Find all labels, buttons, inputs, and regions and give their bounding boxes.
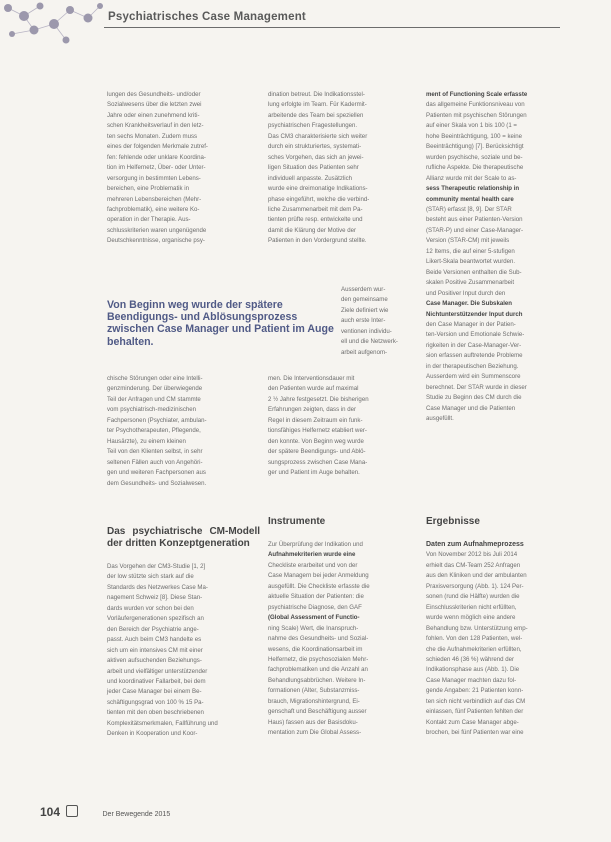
text-line: ten sich nicht verbindlich auf das CM (426, 697, 526, 705)
text-line: sonen (rund die Hälfte) wurden die (426, 593, 520, 601)
text-line: Studie zu Beginn des CM durch die (426, 394, 522, 402)
text-line: genschaft und Beschäftigung ausser (268, 708, 367, 716)
text-line: jeder Case Manager bei einem Be- (107, 688, 202, 696)
text-line: Erfahrungen zeigten, dass in der (268, 406, 357, 414)
text-line: men. Die Interventionsdauer mit (268, 375, 355, 382)
text-line: mentation zum Die Global Assess- (268, 729, 362, 737)
text-line: bereichen, eine Problematik in (107, 185, 189, 193)
text-line: (Global Assessment of Functio- (268, 614, 360, 622)
text-line: gende Angaben: 21 Patienten konn- (426, 687, 524, 695)
text-line: schäftigungsgrad von 100 % 15 Pa- (107, 698, 204, 706)
text-line: tienten mit den oben beschriebenen (107, 709, 204, 717)
page-footer (40, 805, 170, 819)
text-line: fohlen. Von den 128 Patienten, wel- (426, 635, 523, 643)
text-line: Das Vorgehen der CM3-Studie [1, 2] (107, 563, 206, 570)
text-line: der low stützte sich stark auf die (107, 573, 194, 581)
text-line: Nichtunterstützender Input durch (426, 310, 523, 318)
text-line: Helfernetz, die psychosozialen Mehr- (268, 655, 369, 663)
text-line: Allianz wurde mit der Scale to as- (426, 174, 517, 182)
text-line: mehreren Lebensbereichen (Mehr- (107, 195, 202, 203)
text-line: aktuelle Situation der Patienten: die (268, 593, 364, 601)
text-line: Case Manager und die Patienten (426, 404, 516, 412)
text-line: skalen Positive Zusammenarbeit (426, 279, 515, 287)
text-line: der spätere Beendigungs- und Ablö- (268, 448, 366, 456)
magazine-name: Der Bewegende 2015 (102, 811, 171, 818)
text-line: durch ein strukturiertes, systemati- (268, 143, 362, 151)
text-line: eines der folgenden Merkmale zutref- (107, 143, 208, 151)
text-line: tion im Helfernetz, Über- oder Unter- (107, 164, 206, 172)
column-2-top (268, 90, 418, 247)
text-line: Praxisversorgung (Abb. 1). 124 Per- (426, 582, 524, 590)
text-line: rufliche Aspekte. Die therapeutische (426, 164, 524, 172)
text-line: sess Therapeutic relationship in (426, 185, 520, 193)
text-line: brochen, bei fünf Patienten war eine (426, 729, 524, 737)
column-1-top (107, 90, 260, 247)
text-line: ligen Situation des Patienten sehr (268, 164, 359, 172)
text-line: Von November 2012 bis Juli 2014 (426, 551, 518, 559)
text-line: fachproblematik), eine weitere Ko- (107, 205, 200, 213)
section-heading: Das psychiatrische CM-Modell der dritten Konzeptgeneration (107, 526, 260, 549)
text-line: gen und weiteren Fachpersonen aus (107, 469, 206, 477)
text-line: Das CM3 charakterisierte sich weiter (268, 132, 368, 140)
text-line: Denken in Kooperation und Koor- (107, 730, 198, 738)
text-line: hohe Beeinträchtigung, 100 = keine (426, 132, 523, 140)
text-line: arbeit aufgenom- (341, 348, 388, 356)
text-line: den konnte. Von Beginn weg wurde (268, 437, 364, 445)
text-line: wurde eine dreimonatige Indikations- (268, 185, 368, 193)
text-line: Version (STAR-CM) mit jeweils (426, 237, 510, 245)
text-line: Sozialwesens über die letzten zwei (107, 101, 202, 109)
text-line: tionsfähiges Helfernetz etabliert wer- (268, 427, 367, 435)
text-line: auch erste Inter- (341, 317, 386, 325)
column-3-top (426, 90, 573, 425)
text-line: wurde wenn möglich eine andere (426, 614, 516, 622)
text-line: Zur Überprüfung der Indikation und (268, 541, 363, 548)
text-line: wesens, die Koordinationsarbeit im (268, 645, 363, 653)
text-line: tienten prüfte resp. entwickelte und (268, 216, 363, 224)
text-line: Case Manager. Die Subskalen (426, 300, 513, 308)
page-number: 104 (40, 805, 61, 819)
text-line: Beide Versionen enthalten die Sub- (426, 268, 522, 276)
column-2-middle (268, 374, 418, 479)
text-line: arbeit und vielfältiger unterstützender (107, 667, 208, 675)
text-line: Ziele definiert wie (341, 306, 389, 314)
text-line: psychiatrischen Fragestellungen. (268, 122, 358, 130)
text-line: 12 Items, die auf einer 5-stufigen (426, 247, 515, 255)
text-line: 2 ½ Jahre festgesetzt. Die bisherigen (268, 395, 369, 403)
text-line: phase eingeführt, welche die verbind- (268, 195, 370, 203)
text-line: nagement Schweiz [8]. Diese Stan- (107, 594, 203, 602)
text-line: brauch, Migrationshintergrund, Ei- (268, 697, 360, 705)
text-line: rigkeiten in der Case-Manager-Ver- (426, 341, 522, 349)
text-line: Case Managern bei jeder Anmeldung (268, 572, 369, 580)
text-line: Kontakt zum Case Manager abge- (426, 718, 519, 726)
text-line: operation in der Therapie. Aus- (107, 216, 191, 224)
text-line: lung erfolgte im Team. Für Kadermit- (268, 101, 367, 109)
page-header-title: Psychiatrisches Case Management (108, 11, 306, 23)
text-line: ausgefüllt. Die Checkliste erfasste die (268, 582, 370, 590)
text-line: den Bereich der Psychiatrie ange- (107, 625, 199, 633)
column-2-wrap-text (341, 285, 418, 358)
text-line: Deutschkenntnisse, organische psy- (107, 237, 205, 245)
text-line: ger und Patient im Auge behalten. (268, 469, 360, 477)
text-line: sich um ein intensives CM mit einer (107, 646, 203, 654)
text-line: ell und die Netzwerk- (341, 338, 398, 346)
text-line: Haus) fassen aus der Basisdoku- (268, 718, 358, 726)
pull-quote: Von Beginn weg wurde der spätere Beendigungs- und Ablösungsprozess zwischen Case Manager und Patient im Auge behalten. (107, 299, 334, 348)
text-line: Vorläufergenerationen spezifisch an (107, 615, 204, 623)
text-line: Behandlung bzw. Unterstützung emp- (426, 624, 528, 632)
text-line: Hausärzte), zu einem kleinen (107, 437, 186, 445)
text-line: Likert-Skala beantwortet wurden. (426, 258, 516, 266)
text-line: schlusskriterien waren ungenügende (107, 226, 207, 234)
text-line: ausgefüllt. (426, 415, 454, 423)
text-line: Regel in diesem Zeitraum ein funk- (268, 416, 363, 424)
text-line: den Patienten wurde auf maximal (268, 385, 359, 393)
text-line: psychiatrische Diagnose, den GAF (268, 603, 362, 611)
text-line: Teil der Anfragen und CM stammte (107, 395, 201, 403)
text-line: seltenen Fällen auch von Angehöri- (107, 458, 203, 466)
section-results (426, 516, 573, 739)
text-line: aktiven aufsuchenden Beziehungs- (107, 657, 202, 665)
text-line: individuell anpasste. Zusätzlich (268, 174, 353, 182)
text-line: fen: fehlende oder unklare Koordina- (107, 153, 206, 161)
text-line: Komplexitätsmerkmalen, Fallführung und (107, 719, 218, 727)
text-line: sion erfassen auftretende Probleme (426, 352, 523, 360)
text-line: erhielt das CM-Team 252 Anfragen (426, 561, 521, 569)
subsection-heading: Daten zum Aufnahmeprozess (426, 541, 524, 548)
text-line: Ausserdem wur- (341, 286, 386, 293)
text-line: aus den Kliniken und der ambulanten (426, 572, 527, 580)
text-line: berechnet. Der STAR wurde in dieser (426, 383, 527, 391)
column-1-middle (107, 374, 260, 489)
text-line: ning Scale) Wert, die Inanspruch- (268, 624, 359, 632)
text-line: in der therapeutischen Beziehung. (426, 362, 519, 370)
text-line: Beeinträchtigung) [7]. Berücksichtigt (426, 143, 524, 151)
header-rule (104, 27, 560, 28)
text-line: Checkliste erarbeitet und von der (268, 561, 358, 569)
text-line: und koordinativer Fallarbeit, bei dem (107, 677, 206, 685)
text-line: Patienten in den Vordergrund stellte. (268, 237, 367, 245)
magazine-logo-icon (66, 805, 78, 817)
text-line: sches Vorgehen, das sich an jewei- (268, 153, 364, 161)
text-line: lungen des Gesundheits- und/oder (107, 91, 201, 98)
text-line: dem Gesundheits- und Sozialwesen. (107, 479, 207, 487)
text-line: schieden 46 (36 %) während der (426, 655, 515, 663)
text-line: Indikationsphase aus (Abb. 1). Die (426, 666, 520, 674)
text-line: versorgung in bestimmten Lebens- (107, 174, 201, 182)
text-line: dination betreut. Die Indikationsstel- (268, 91, 365, 98)
text-line: (STAR) erfasst [8, 9]. Der STAR (426, 205, 512, 213)
text-line: ventionen individu- (341, 327, 392, 335)
text-line: Behandlungsabbrüchen. Weitere In- (268, 676, 366, 684)
text-line: (STAR-P) und einer Case-Manager- (426, 226, 524, 234)
text-line: sungsprozess zwischen Case Mana- (268, 458, 368, 466)
text-line: fachproblematiken und die Anzahl an (268, 666, 368, 674)
text-line: wurden psychische, soziale und be- (426, 153, 523, 161)
text-line: einlassen, fünf Patienten fehlten der (426, 708, 524, 716)
text-line: auf einer Skala von 1 bis 100 (1 = (426, 122, 517, 130)
text-line: arbeitende des Team bei speziellen (268, 111, 364, 119)
text-line: vom psychiatrisch-medizinischen (107, 406, 197, 414)
text-line: ment of Functioning Scale erfasste (426, 91, 528, 98)
section-instruments (268, 516, 418, 739)
text-line: das allgemeine Funktionsniveau von (426, 101, 525, 109)
text-line: besteht aus einer Patienten-Version (426, 216, 523, 224)
text-line: den Case Manager in der Patien- (426, 320, 516, 328)
text-line: Teil von den Klienten selbst, in sehr (107, 448, 203, 456)
text-line: ten sechs Monaten. Zudem muss (107, 132, 198, 140)
text-line: Standards des Netzwerkes Case Ma- (107, 583, 208, 591)
text-line: Patienten mit psychischen Störungen (426, 111, 527, 119)
text-line: Jahre oder einen zunehmend kriti- (107, 111, 200, 119)
text-line: ten-Version und Emotionale Schwie- (426, 331, 525, 339)
text-line: ter Psychotherapeuten, Pflegende, (107, 427, 201, 435)
text-line: Einschlusskriterien nicht erfüllten, (426, 603, 517, 611)
text-line: Ausserdem wird ein Summenscore (426, 373, 521, 381)
text-line: dards wurden vor schon bei den (107, 604, 194, 612)
molecule-decoration-icon (0, 0, 110, 50)
text-line: den gemeinsame (341, 296, 388, 304)
text-line: community mental health care (426, 195, 514, 203)
text-line: und Positiver Input durch den (426, 289, 506, 297)
section-cm-model (107, 526, 260, 740)
text-line: liche Zusammenarbeit mit dem Pa- (268, 205, 363, 213)
section-heading: Ergebnisse (426, 516, 480, 527)
text-line: chische Störungen oder eine Intelli- (107, 375, 203, 382)
text-line: schen Krankheitsverlauf in den letz- (107, 122, 204, 130)
text-line: che die Aufnahmekriterien erfüllten, (426, 645, 522, 653)
text-line: nahme des Gesundheits- und Sozial- (268, 635, 369, 643)
section-heading: Instrumente (268, 516, 326, 527)
text-line: Aufnahmekriterien wurde eine (268, 551, 356, 559)
text-line: genzminderung. Der überwiegende (107, 385, 203, 393)
text-line: passt. Auch beim CM3 handelte es (107, 636, 202, 644)
text-line: Fachpersonen (Psychiater, ambulan- (107, 416, 207, 424)
text-line: damit die Klärung der Motive der (268, 226, 357, 234)
text-line: Case Manager machten dazu fol- (426, 676, 517, 684)
text-line: formationen (Alter, Substanzmiss- (268, 687, 360, 695)
